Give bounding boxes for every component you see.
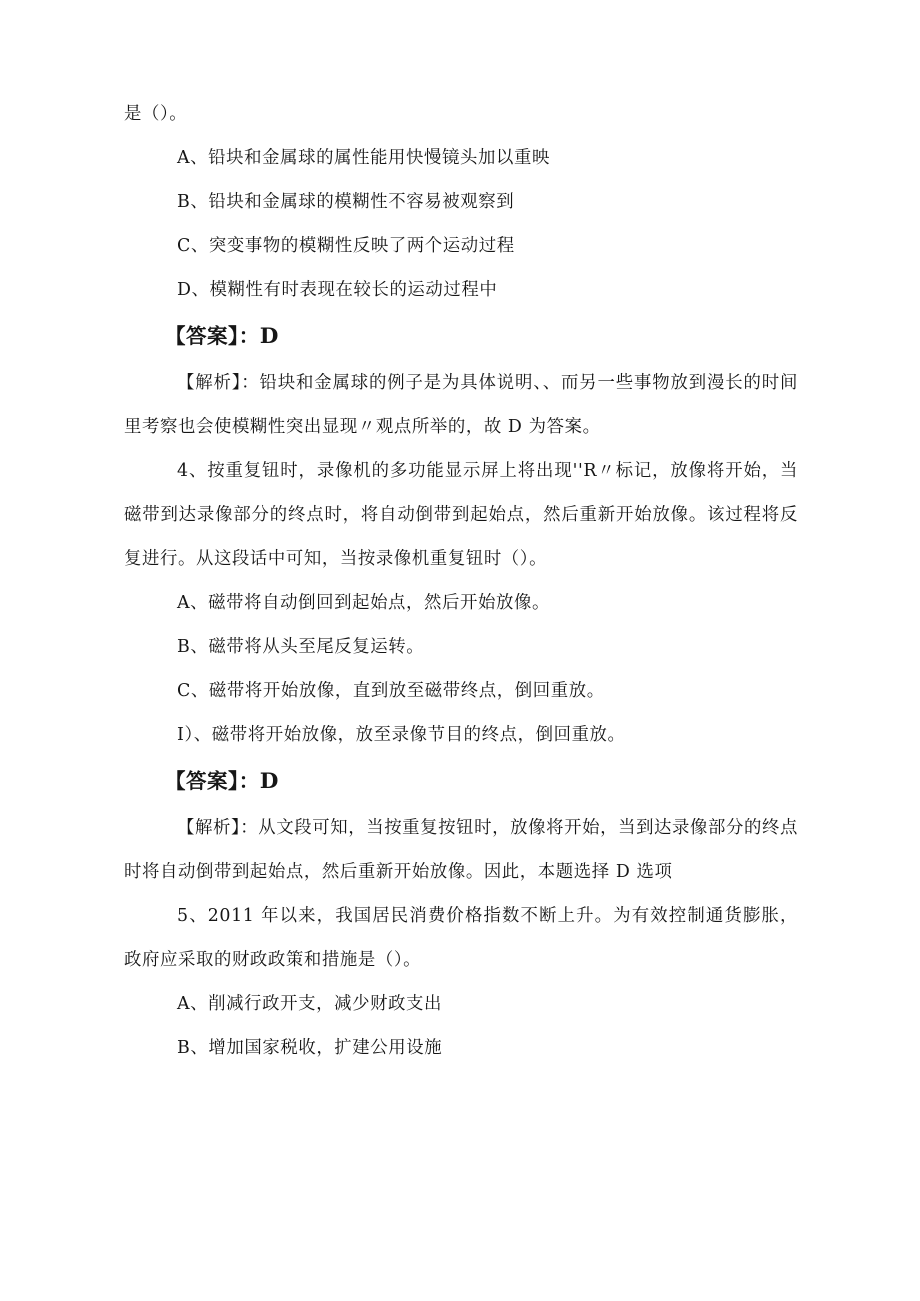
question-5-option-b: B、增加国家税收，扩建公用设施 (177, 1038, 443, 1058)
question-3-answer (124, 312, 798, 361)
document-body (124, 92, 798, 1070)
question-4-answer (124, 757, 798, 806)
question-3-answer-value: D (259, 324, 279, 349)
question-4-option-a: A、磁带将自动倒回到起始点，然后开始放像。 (177, 593, 550, 613)
question-4-option-d: Ⅰ）、磁带将开始放像，放至录像节目的终点，倒回重放。 (177, 725, 626, 745)
question-3-option-b: B、铅块和金属球的模糊性不容易被观察到 (177, 192, 515, 212)
question-3-option-c: C、突变事物的模糊性反映了两个运动过程 (177, 236, 515, 256)
question-4-answer-value: D (259, 769, 279, 794)
question-5-stem: 5、2011 年以来，我国居民消费价格指数不断上升。为有效控制通货膨胀，政府应采取的财政政策和措施是（）。 (124, 906, 798, 970)
question-4-stem: 4、按重复钮时，录像机的多功能显示屏上将出现''R〃标记，放像将开始，当磁带到达录像部分的终点时，将自动倒带到起始点，然后重新开始放像。该过程将反复进行。从这段话中可知，当按录像机重复钮时（）。 (124, 461, 798, 569)
question-3-option-d: D、模糊性有时表现在较长的运动过程中 (177, 280, 498, 300)
question-3-option-a: A、铅块和金属球的属性能用快慢镜头加以重映 (177, 148, 550, 168)
question-3-answer-label: 【答案】： (165, 324, 260, 348)
question-4-analysis: 【解析】：从文段可知，当按重复按钮时，放像将开始，当到达录像部分的终点时将自动倒带到起始点，然后重新开始放像。因此，本题选择 D 选项 (124, 818, 798, 882)
question-5-option-a: A、削减行政开支，减少财政支出 (177, 994, 443, 1014)
question-3-analysis: 【解析】：铅块和金属球的例子是为具体说明、、而另一些事物放到漫长的时间里考察也会使模糊性突出显现〃观点所举的，故 D 为答案。 (124, 373, 798, 437)
question-4-option-b: B、磁带将从头至尾反复运转。 (177, 637, 425, 657)
question-3-stem-continuation: 是（）。 (124, 104, 188, 124)
question-4-answer-label: 【答案】： (165, 769, 260, 793)
question-4-option-c: C、磁带将开始放像，直到放至磁带终点，倒回重放。 (177, 681, 605, 701)
